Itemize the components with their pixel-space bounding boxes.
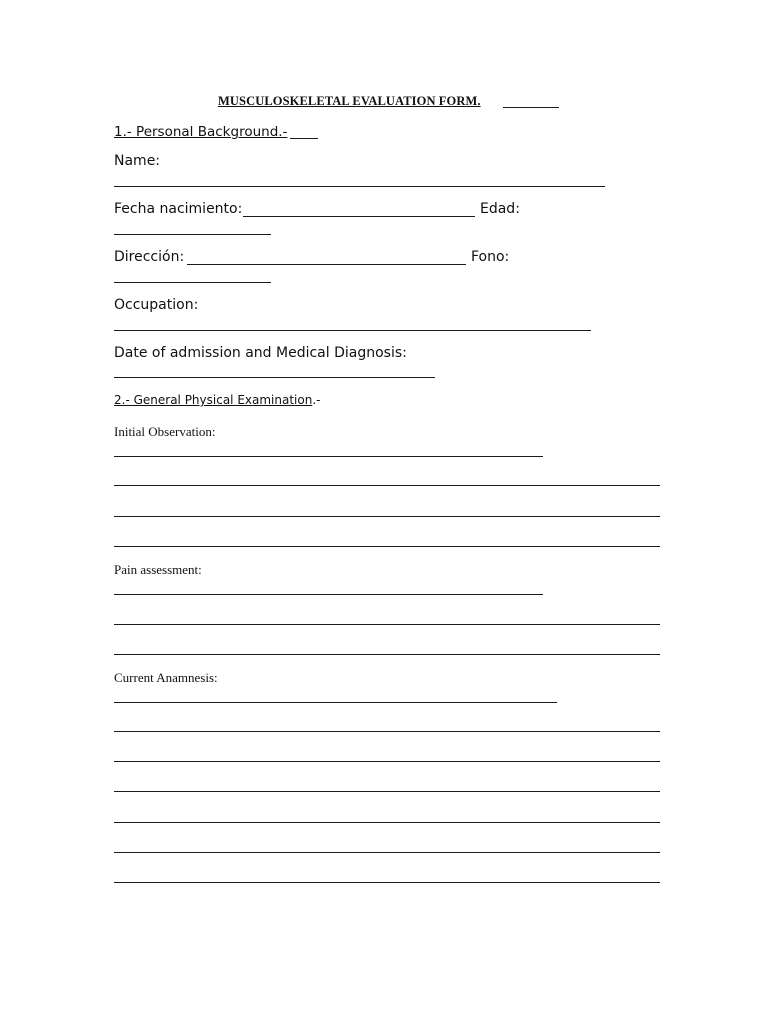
birthdate-field-line[interactable] <box>243 216 475 217</box>
age-label: Edad: <box>480 201 520 217</box>
address-field-line[interactable] <box>187 264 466 265</box>
current-anamnesis-label: Current Anamnesis: <box>114 670 218 685</box>
phone-field-line[interactable] <box>114 282 271 283</box>
current-anamnesis-line-7[interactable] <box>114 882 660 883</box>
section2-heading-text: 2.- General Physical Examination <box>114 393 313 407</box>
section1-heading: 1.- Personal Background.- <box>114 124 288 140</box>
current-anamnesis-line-6[interactable] <box>114 852 660 853</box>
age-field-line[interactable] <box>114 234 271 235</box>
name-field-line[interactable] <box>114 186 605 187</box>
initial-observation-label: Initial Observation: <box>114 424 216 439</box>
phone-label: Fono: <box>471 249 510 265</box>
occupation-field-line[interactable] <box>114 330 591 331</box>
form-title: MUSCULOSKELETAL EVALUATION FORM. <box>218 94 481 108</box>
pain-assessment-line-2[interactable] <box>114 624 660 625</box>
initial-observation-line-1[interactable] <box>114 456 543 457</box>
current-anamnesis-line-4[interactable] <box>114 791 660 792</box>
initial-observation-line-3[interactable] <box>114 516 660 517</box>
admission-field-line[interactable] <box>114 377 435 378</box>
section2-heading <box>114 393 321 407</box>
initial-observation-line-4[interactable] <box>114 546 660 547</box>
name-label: Name: <box>114 153 161 169</box>
pain-assessment-line-3[interactable] <box>114 654 660 655</box>
pain-assessment-line-1[interactable] <box>114 594 543 595</box>
address-label: Dirección: <box>114 249 185 265</box>
admission-label: Date of admission and Medical Diagnosis: <box>114 345 407 361</box>
occupation-label: Occupation: <box>114 297 199 313</box>
current-anamnesis-line-1[interactable] <box>114 702 557 703</box>
current-anamnesis-line-5[interactable] <box>114 822 660 823</box>
section2-heading-suffix: .- <box>312 393 321 407</box>
section1-heading-underline-tail <box>290 138 318 139</box>
current-anamnesis-line-3[interactable] <box>114 761 660 762</box>
initial-observation-line-2[interactable] <box>114 485 660 486</box>
current-anamnesis-line-2[interactable] <box>114 731 660 732</box>
pain-assessment-label: Pain assessment: <box>114 562 202 577</box>
birthdate-label: Fecha nacimiento: <box>114 201 243 217</box>
title-underline-tail <box>503 107 559 108</box>
